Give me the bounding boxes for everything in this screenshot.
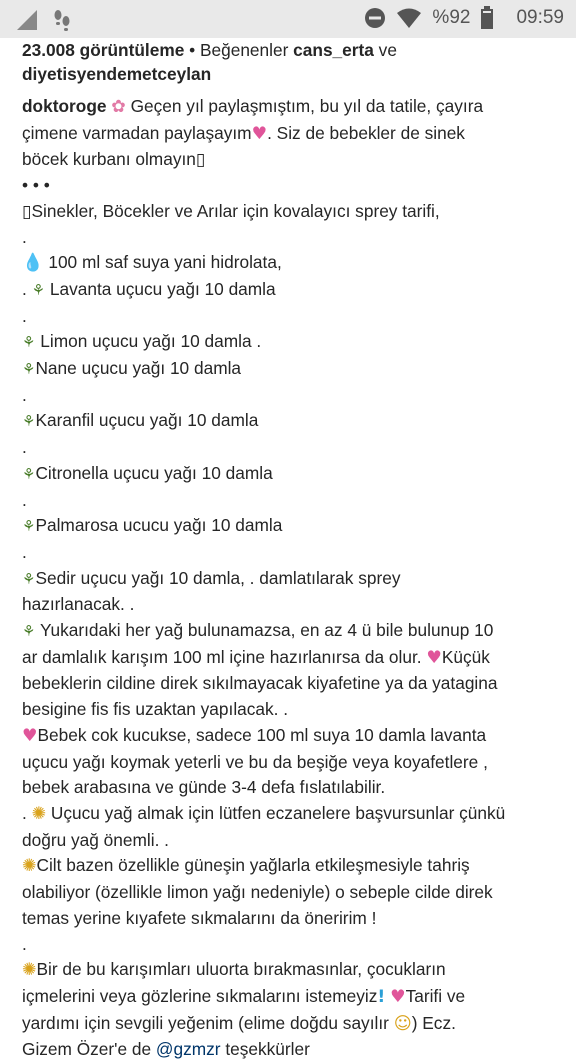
caption-line: ⚘ Limon uçucu yağı 10 damla . — [22, 329, 568, 356]
post-caption — [22, 38, 568, 1063]
two-hearts-icon: ♥ — [22, 725, 38, 746]
do-not-disturb-icon — [364, 7, 386, 29]
bee-icon: ✺ — [22, 856, 37, 877]
author-username[interactable]: doktoroge — [22, 96, 107, 116]
status-bar — [0, 0, 576, 38]
caption-line: içmelerini veya gözlerine sıkmalarını istemeyiz! ♥Tarifi ve — [22, 984, 568, 1011]
caption-line: ⚘Nane uçucu yağı 10 damla — [22, 356, 568, 383]
caption-line: . — [22, 933, 27, 954]
caption-line: ar damlalık karışım 100 ml içine hazırlanırsa da olur. ♥Küçük — [22, 645, 568, 672]
view-count[interactable]: 23.008 görüntüleme — [22, 40, 185, 60]
caption-line: ⚘ Yukarıdaki her yağ bulunamazsa, en az 4 ü bile bulunup 10 — [22, 618, 568, 645]
caption-line: uçucu yağı koymak yeterli ve bu da beşiğe veya koyafetlere , — [22, 751, 488, 772]
flower-icon: ✿ — [111, 97, 126, 117]
seedling-icon: ⚘ — [31, 280, 46, 299]
seedling-icon: ⚘ — [22, 622, 36, 641]
droplet-icon: 💧 — [22, 253, 44, 274]
caption-line: besigine fis fis uzaktan yapılacak. . — [22, 699, 289, 720]
likes-prefix: • Beğenenler — [184, 40, 294, 60]
liker-username[interactable]: diyetisyendemetceylan — [22, 64, 212, 84]
mention-link[interactable]: @gzmzr — [155, 1039, 221, 1060]
two-hearts-icon: ♥ — [390, 986, 406, 1007]
caption-line: . — [22, 384, 27, 405]
caption-line: doktoroge ✿ Geçen yıl paylaşmıştım, bu yıl da tatile, çayıra — [22, 94, 568, 121]
seedling-icon: ⚘ — [22, 569, 36, 588]
caption-line: ✺Bir de bu karışımları uluorta bırakmasınlar, çocukların — [22, 957, 568, 984]
seedling-icon: ⚘ — [22, 412, 36, 431]
battery-icon — [480, 6, 494, 30]
caption-line: ▯Sinekler, Böcekler ve Arılar için kovalayıcı sprey tarifi, — [22, 200, 440, 221]
battery-percent: %92 — [432, 7, 471, 28]
seedling-icon: ⚘ — [22, 517, 36, 536]
caption-line: ⚘Karanfil uçucu yağı 10 damla — [22, 408, 568, 435]
caption-line: . — [22, 437, 27, 458]
caption-line: ✺Cilt bazen özellikle güneşin yağlarla etkileşmesiyle tahriş — [22, 853, 568, 880]
caption-line: ♥Bebek cok kucukse, sadece 100 ml suya 10 damla lavanta — [22, 723, 568, 750]
liker-username[interactable]: cans_erta — [293, 40, 374, 60]
caption-line: . — [22, 226, 27, 247]
caption-line: Gizem Özer'e de @gzmzr teşekkürler — [22, 1039, 310, 1060]
bee-icon: ✺ — [31, 803, 47, 824]
grinning-face-icon: ☺ — [393, 1013, 412, 1034]
caption-line: . — [22, 541, 27, 562]
caption-line: . ⚘ Lavanta uçucu yağı 10 damla — [22, 277, 568, 304]
likes-and: ve — [373, 40, 397, 60]
caption-line: hazırlanacak. . — [22, 594, 135, 615]
caption-line: olabiliyor (özellikle limon yağı nedeniyle) o sebeple cilde direk — [22, 882, 493, 903]
caption-line: yardımı için sevgili yeğenim (elime doğdu sayılır ☺) Ecz. — [22, 1011, 568, 1038]
clock: 09:59 — [516, 7, 564, 28]
exclamation-icon: ! — [377, 986, 386, 1007]
seedling-icon: ⚘ — [22, 333, 36, 352]
caption-line: . — [22, 305, 27, 326]
caption-line: . — [22, 489, 27, 510]
wifi-icon — [396, 7, 422, 29]
seedling-icon: ⚘ — [22, 360, 36, 379]
caption-line: doğru yağ önemli. . — [22, 829, 169, 850]
caption-line: ⚘Sedir uçucu yağı 10 damla, . damlatılarak sprey — [22, 566, 568, 593]
caption-line: böcek kurbanı olmayın▯ — [22, 149, 206, 170]
caption-line: 💧 100 ml saf suya yani hidrolata, — [22, 250, 568, 277]
two-hearts-icon: ♥ — [426, 647, 442, 668]
caption-line: ⚘Citronella uçucu yağı 10 damla — [22, 461, 568, 488]
footsteps-icon — [52, 8, 72, 32]
likes-line — [22, 38, 568, 62]
bee-icon: ✺ — [22, 960, 37, 981]
caption-line: bebek arabasına ve günde 3-4 defa fıslatılabilir. — [22, 777, 386, 798]
caption-line: ⚘Palmarosa ucucu yağı 10 damla — [22, 513, 568, 540]
signal-off-icon — [16, 9, 38, 31]
caption-line: temas yerine kıyafete sıkmalarını da öneririm ! — [22, 907, 377, 928]
caption-line: . ✺ Uçucu yağ almak için lütfen eczanelere başvursunlar çünkü — [22, 801, 568, 828]
two-hearts-icon: ♥ — [251, 123, 268, 144]
caption-line: çimene varmadan paylaşayım♥. Siz de bebekler de sinek — [22, 121, 568, 148]
caption-line: bebeklerin cildine direk sıkılmayacak kiyafetine ya da yatagina — [22, 673, 498, 694]
likes-line-2 — [22, 62, 568, 88]
seedling-icon: ⚘ — [22, 464, 36, 483]
caption-line: • • • — [22, 175, 50, 196]
